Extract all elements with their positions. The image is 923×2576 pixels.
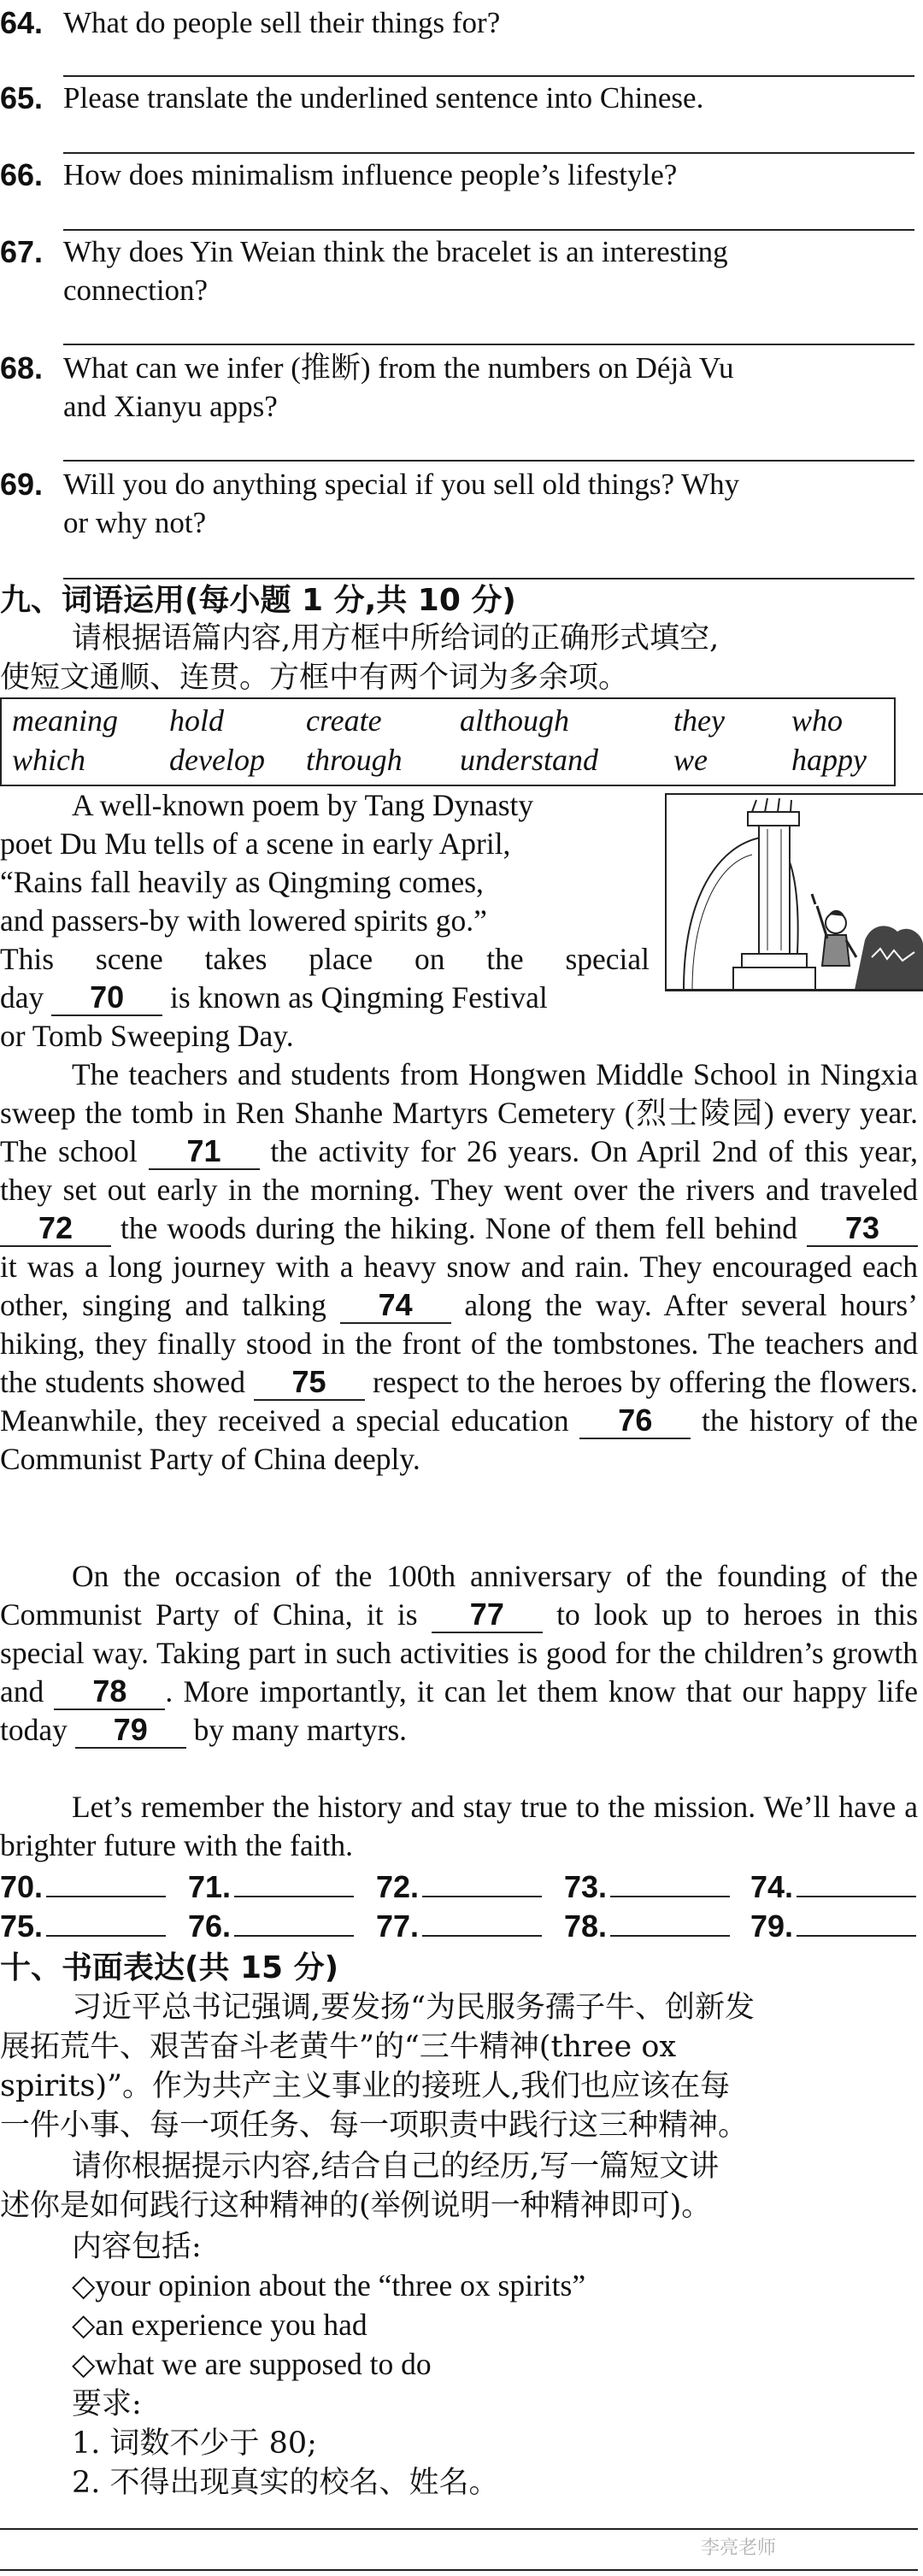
answer-blank[interactable] — [422, 1904, 542, 1937]
passage-line: poet Du Mu tells of a scene in early April, — [0, 826, 511, 861]
passage-paragraph-1 — [0, 786, 650, 1017]
section-10-text-line: spirits)”。作为共产主义事业的接班人,我们也应该在每 — [0, 2069, 731, 2103]
passage-paragraph-3 — [0, 1557, 918, 1750]
answer-item — [188, 1904, 354, 1946]
blank-75[interactable]: 75 — [254, 1365, 365, 1401]
answer-blank[interactable] — [234, 1904, 354, 1937]
passage-text: . More importantly, it can let them know that our happy life today — [0, 1674, 918, 1747]
answer-number: 72. — [376, 1869, 420, 1904]
word-bank-word: meaning — [12, 703, 118, 738]
passage-line: or Tomb Sweeping Day. — [0, 1019, 294, 1053]
word-bank-word: hold — [169, 703, 225, 738]
passage-paragraph-2 — [0, 1056, 918, 1479]
answer-item — [0, 1904, 166, 1946]
answer-line[interactable] — [63, 344, 914, 345]
answer-blank[interactable] — [422, 1865, 542, 1897]
word-bank-word: create — [306, 703, 382, 738]
passage-line — [0, 979, 650, 1017]
answer-blank[interactable] — [610, 1904, 730, 1937]
answer-item — [188, 1865, 354, 1907]
answer-line[interactable] — [63, 460, 914, 462]
word-bank-word: through — [306, 743, 403, 777]
word-bank-word: who — [791, 703, 844, 738]
content-label: 内容包括: — [72, 2230, 202, 2264]
question-text: Please translate the underlined sentence into Chinese. — [63, 81, 704, 115]
answer-blank[interactable] — [46, 1904, 166, 1937]
section-10-text-line: 一件小事、每一项任务、每一项职责中践行这三种精神。 — [0, 2108, 749, 2143]
writing-line[interactable] — [0, 2528, 918, 2530]
passage-text: it was a long journey with a heavy snow and rain. They encouraged each other, singing and talking — [0, 1250, 918, 1322]
question-text-line2: and Xianyu apps? — [63, 390, 278, 423]
bullet-item: ◇your opinion about the “three ox spirits” — [72, 2268, 586, 2303]
answer-item — [376, 1904, 542, 1946]
passage-text: to look up to heroes in this special way. Taking part in such activities is good for the children’s growth and — [0, 1597, 919, 1709]
passage-text: The teachers and students from Hongwen Middle School in Ningxia sweep the tomb in Ren Shanhe Martyrs Cemetery (烈士陵园) every year. The school — [0, 1057, 918, 1168]
word-bank-box — [0, 697, 896, 786]
word-bank-word: although — [460, 703, 570, 738]
passage-text: On the occasion of the 100th anniversary of the founding of the Communist Party of China, it is — [0, 1559, 918, 1632]
question-text-line2: or why not? — [63, 506, 207, 539]
blank-71[interactable]: 71 — [149, 1134, 260, 1170]
answer-item — [564, 1904, 730, 1946]
section-10-text-line: 展拓荒牛、艰苦奋斗老黄牛”的“三牛精神(three ox — [0, 2030, 677, 2064]
question-number: 66. — [0, 157, 44, 192]
answer-number: 73. — [564, 1869, 608, 1904]
section-9-instruction-1: 请根据语篇内容,用方框中所给词的正确形式填空, — [72, 621, 720, 656]
question-number: 67. — [0, 234, 44, 269]
passage-text: by many martyrs. — [193, 1713, 408, 1747]
question-text: What do people sell their things for? — [63, 6, 501, 39]
word-bank-word: understand — [460, 743, 598, 777]
passage-paragraph — [0, 1557, 918, 1750]
answer-line[interactable] — [63, 578, 914, 579]
answer-blank[interactable] — [46, 1865, 166, 1897]
passage-paragraph — [0, 1056, 918, 1479]
passage-text: the woods during the hiking. None of them fell behind — [121, 1211, 798, 1245]
section-9-instruction-2: 使短文通顺、连贯。方框中有两个词为多余项。 — [0, 661, 629, 695]
word-bank-word: we — [673, 743, 708, 777]
answer-line[interactable] — [63, 75, 914, 77]
answer-item — [564, 1865, 730, 1907]
passage-paragraph-1-end — [0, 1017, 918, 1056]
blank-78[interactable]: 78 — [54, 1674, 165, 1710]
answer-blank[interactable] — [234, 1865, 354, 1897]
answer-number: 76. — [188, 1908, 232, 1944]
answer-number: 78. — [564, 1908, 608, 1944]
answer-item — [0, 1865, 166, 1907]
question-number: 69. — [0, 467, 44, 502]
answer-item — [750, 1865, 916, 1907]
passage-text: the activity for 26 years. On April 2nd of this year, they set out early in the morning. They went over the rivers and traveled — [0, 1134, 919, 1207]
answer-blank[interactable] — [610, 1865, 730, 1897]
monument-drawing — [667, 795, 923, 990]
question-text: How does minimalism influence people’s lifestyle? — [63, 158, 678, 191]
word-bank-word: they — [673, 703, 725, 738]
word-bank-word: which — [12, 743, 85, 777]
requirement-item: 2. 不得出现真实的校名、姓名。 — [72, 2466, 499, 2500]
writing-line[interactable] — [0, 2569, 918, 2571]
question-number: 64. — [0, 5, 44, 40]
passage-line: A well-known poem by Tang Dynasty — [72, 788, 534, 822]
answer-item — [376, 1865, 542, 1907]
answer-blank[interactable] — [797, 1904, 916, 1937]
word-bank-word: happy — [791, 743, 867, 777]
passage-text: along the way. After several hours’ hiking, they finally stood in the front of the tombstones. The teachers and the students showed — [0, 1288, 919, 1399]
answer-item — [750, 1904, 916, 1946]
illustration-monument — [665, 793, 923, 991]
question-number: 68. — [0, 350, 44, 385]
blank-79[interactable]: 79 — [75, 1713, 186, 1749]
passage-line: and passers-by with lowered spirits go.” — [0, 903, 487, 938]
requirement-item: 1. 词数不少于 80; — [72, 2426, 317, 2461]
answer-line[interactable] — [63, 152, 914, 154]
section-10-text-line: 请你根据提示内容,结合自己的经历,写一篇短文讲 — [72, 2150, 720, 2184]
answer-line[interactable] — [63, 229, 914, 231]
blank-76[interactable]: 76 — [579, 1403, 691, 1439]
watermark: 李亮老师 — [701, 2538, 777, 2559]
section-10-text-line: 述你是如何践行这种精神的(举例说明一种精神即可)。 — [0, 2189, 712, 2223]
passage-text: day — [0, 980, 44, 1015]
question-text-line1: What can we infer (推断) from the numbers on Déjà Vu — [63, 351, 734, 385]
section-10-text-line: 习近平总书记强调,要发扬“为民服务孺子牛、创新发 — [72, 1991, 755, 2025]
answer-number: 79. — [750, 1908, 794, 1944]
word-bank-word: develop — [169, 743, 265, 777]
blank-77[interactable]: 77 — [432, 1597, 543, 1633]
answer-number: 77. — [376, 1908, 420, 1944]
answer-number: 75. — [0, 1908, 44, 1944]
section-10-title: 十、书面表达(共 15 分) — [0, 1950, 339, 1985]
bullet-item: ◇what we are supposed to do — [72, 2347, 432, 2381]
question-number: 65. — [0, 80, 44, 115]
question-text-line2: connection? — [63, 273, 209, 307]
requirements-label: 要求: — [72, 2387, 142, 2421]
answer-number: 70. — [0, 1869, 44, 1904]
blank-70[interactable]: 70 — [51, 980, 162, 1016]
question-text-line1: Why does Yin Weian think the bracelet is an interesting — [63, 235, 728, 268]
passage-paragraph: Let’s remember the history and stay true to the mission. We’ll have a brighter future with the faith. — [0, 1790, 918, 1862]
passage-text: the history of the Communist Party of China deeply. — [0, 1403, 918, 1476]
passage-line: “Rains fall heavily as Qingming comes, — [0, 865, 484, 899]
passage-text: is known as Qingming Festival — [170, 980, 548, 1015]
section-9-title: 九、词语运用(每小题 1 分,共 10 分) — [0, 583, 516, 618]
blank-73[interactable]: 73 — [807, 1211, 918, 1247]
blank-74[interactable]: 74 — [340, 1288, 451, 1324]
answer-number: 74. — [750, 1869, 794, 1904]
blank-72[interactable]: 72 — [0, 1211, 111, 1247]
bullet-item: ◇an experience you had — [72, 2308, 367, 2342]
answer-number: 71. — [188, 1869, 232, 1904]
passage-line: This scene takes place on the special — [0, 942, 650, 976]
passage-paragraph-4 — [0, 1788, 918, 1865]
question-text-line1: Will you do anything special if you sell old things? Why — [63, 468, 740, 501]
answer-blank[interactable] — [797, 1865, 916, 1897]
passage-text: respect to the heroes by offering the flowers. Meanwhile, they received a special education — [0, 1365, 919, 1438]
